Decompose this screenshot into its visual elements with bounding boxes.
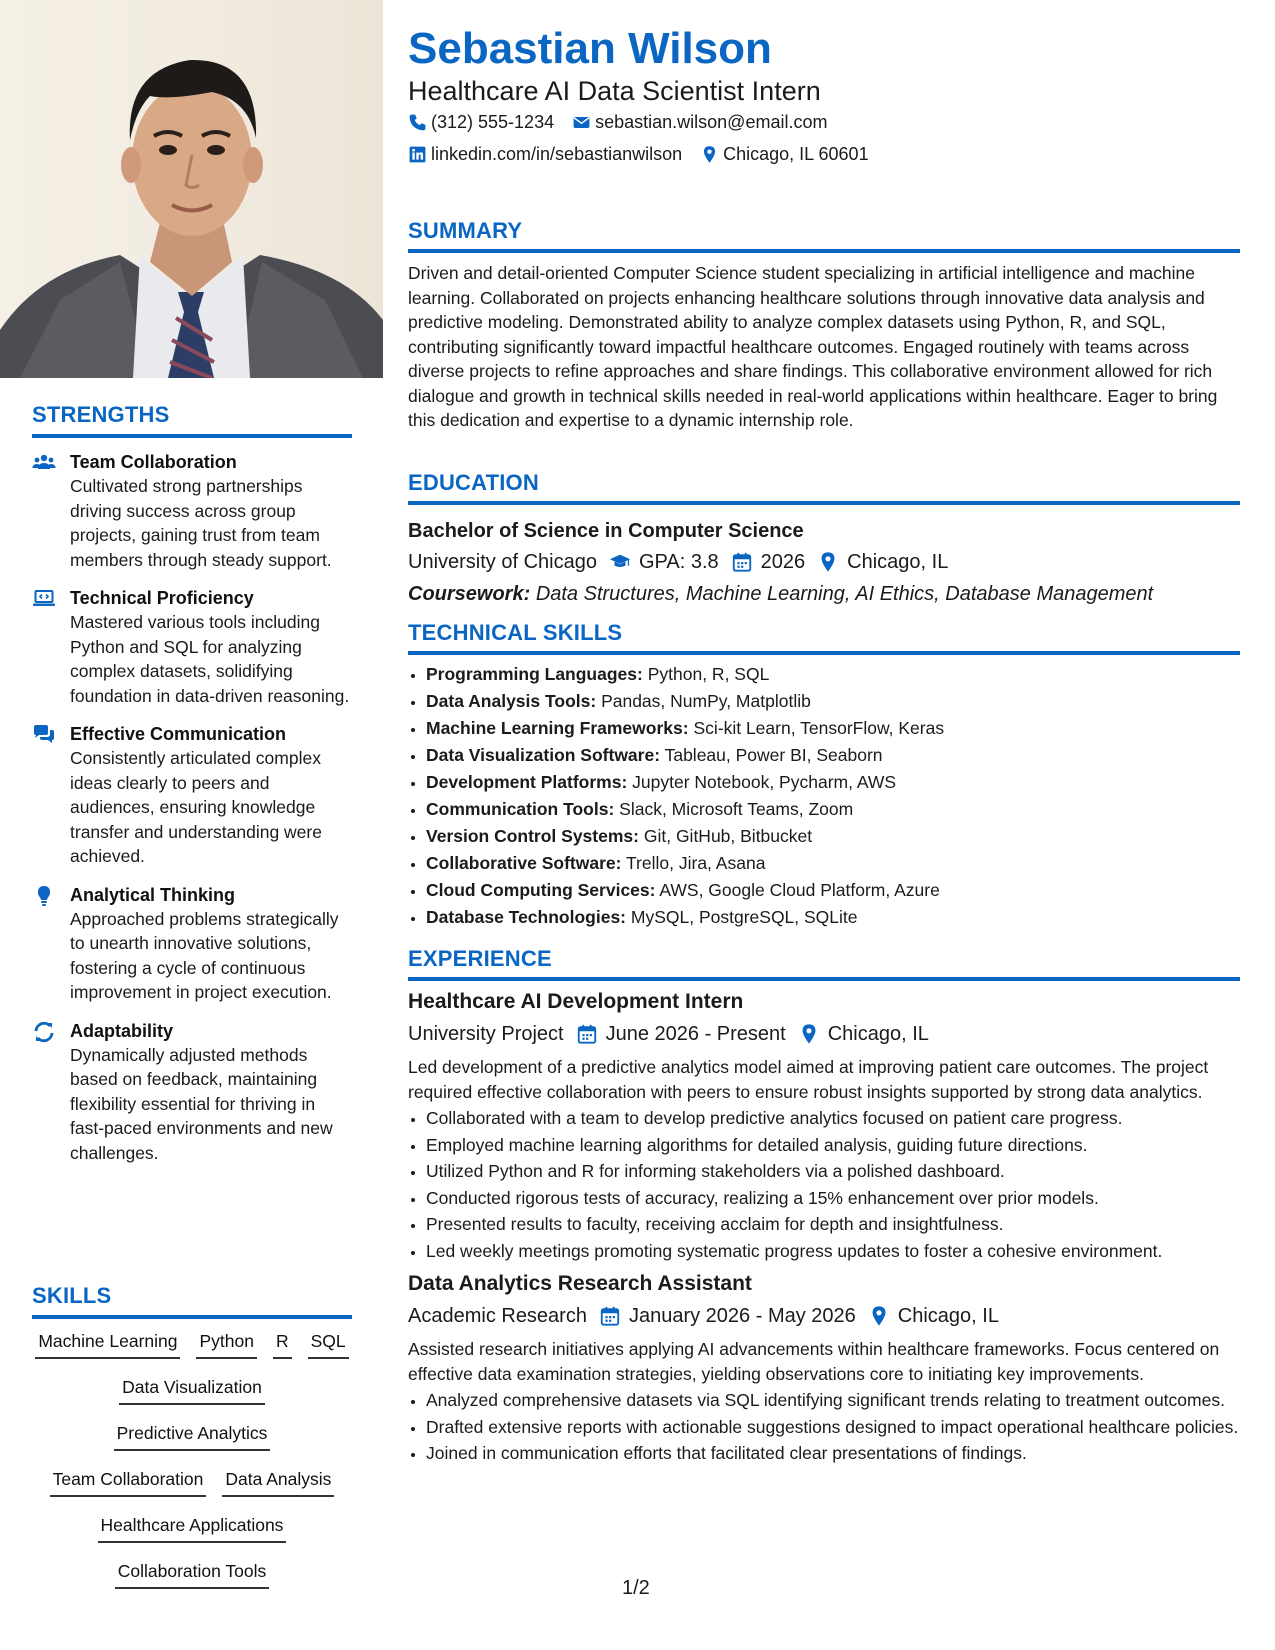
contact-row-2 [408, 144, 869, 165]
education-meta [408, 547, 1240, 577]
education-location: Chicago, IL [847, 551, 949, 573]
skill-tag: SQL [308, 1329, 349, 1359]
job-bullet: • Drafted extensive reports with actionable suggestions designed to impact operational healthcare policies. [426, 1415, 1240, 1440]
strength-title: Team Collaboration [70, 452, 237, 472]
skill-category: Data Analysis Tools: [426, 691, 597, 711]
job-bullet: • Led weekly meetings promoting systematic progress updates to foster a cohesive environment. [426, 1239, 1240, 1264]
strength-description: Approached problems strategically to unearth innovative solutions, fostering a cycle of continuous improvement in project execution. [70, 908, 339, 1002]
skill-values: AWS, Google Cloud Platform, Azure [659, 880, 940, 900]
job-dates: January 2026 - May 2026 [628, 1305, 856, 1327]
job-meta [408, 1019, 1240, 1049]
linkedin-url: linkedin.com/in/sebastianwilson [431, 144, 683, 164]
skill-category: Machine Learning Frameworks: [426, 718, 689, 738]
technical-skill-item [426, 661, 1240, 688]
summary-section [408, 218, 1240, 433]
summary-heading: SUMMARY [408, 218, 1240, 253]
strength-item [32, 450, 352, 572]
page-number: 1/2 [622, 1577, 650, 1599]
location-text: Chicago, IL 60601 [723, 144, 869, 164]
job-description: Assisted research initiatives applying AI advancements within healthcare frameworks. Focus centered on effective data examination strategies, yielding observations core to initiating key improvements. [408, 1339, 1220, 1384]
degree-title: Bachelor of Science in Computer Science [408, 520, 804, 542]
strength-item [32, 586, 352, 708]
job-entry [408, 987, 1240, 1263]
comments-icon [32, 723, 56, 747]
skills-cloud [32, 1329, 352, 1589]
skill-values: Git, GitHub, Bitbucket [643, 826, 813, 846]
strength-item [32, 1019, 352, 1166]
skill-values: MySQL, PostgreSQL, SQLite [630, 907, 858, 927]
skill-category: Data Visualization Software: [426, 745, 661, 765]
skills-section [32, 1283, 352, 1605]
job-bullet: • Collaborated with a team to develop predictive analytics focused on patient care progress. [426, 1106, 1240, 1131]
job-entry [408, 1269, 1240, 1466]
skill-category: Collaborative Software: [426, 853, 622, 873]
skill-values: Pandas, NumPy, Matplotlib [601, 691, 811, 711]
skill-values: Slack, Microsoft Teams, Zoom [619, 799, 854, 819]
skill-values: Tableau, Power BI, Seaborn [664, 745, 883, 765]
skill-category: Database Technologies: [426, 907, 627, 927]
calendar-icon [599, 1305, 621, 1327]
job-location: Chicago, IL [897, 1305, 999, 1327]
job-organization: University Project [408, 1023, 564, 1045]
calendar-icon [576, 1023, 598, 1045]
strength-description: Dynamically adjusted methods based on feedback, maintaining flexibility essential for thriving in fast-paced environments and new challenges. [70, 1044, 333, 1163]
skill-values: Python, R, SQL [647, 664, 770, 684]
coursework-label: Coursework: [408, 583, 531, 605]
linkedin-icon [408, 145, 427, 164]
skill-category: Version Control Systems: [426, 826, 639, 846]
skill-tag: Machine Learning [35, 1329, 180, 1359]
graduation-cap-icon [609, 551, 631, 573]
map-marker-icon [700, 145, 719, 164]
technical-skill-item [426, 796, 1240, 823]
job-meta [408, 1301, 1240, 1331]
job-bullet: • Employed machine learning algorithms for detailed analysis, guiding future directions. [426, 1133, 1240, 1158]
skill-tag: Data Analysis [222, 1467, 334, 1497]
map-marker-icon [798, 1023, 820, 1045]
technical-skill-item [426, 823, 1240, 850]
lightbulb-icon [32, 884, 56, 908]
job-description: Led development of a predictive analytics model aimed at improving patient care outcomes. The project required effective collaboration with peers to ensure robust insights supported by strong data analytics. [408, 1057, 1209, 1102]
technical-skill-item [426, 742, 1240, 769]
email-address: sebastian.wilson@email.com [595, 112, 828, 132]
experience-heading: EXPERIENCE [408, 946, 1240, 981]
portrait-illustration [0, 0, 383, 378]
map-marker-icon [817, 551, 839, 573]
technical-skill-item [426, 850, 1240, 877]
job-bullet: • Analyzed comprehensive datasets via SQL identifying significant trends relating to treatment outcomes. [426, 1388, 1240, 1413]
profile-photo [0, 0, 383, 378]
skill-values: Sci-kit Learn, TensorFlow, Keras [693, 718, 945, 738]
candidate-role: Healthcare AI Data Scientist Intern [408, 76, 821, 106]
job-bullet: • Utilized Python and R for informing stakeholders via a polished dashboard. [426, 1159, 1240, 1184]
job-title: Data Analytics Research Assistant [408, 1272, 752, 1295]
job-bullet: • Conducted rigorous tests of accuracy, realizing a 15% enhancement over prior models. [426, 1186, 1240, 1211]
candidate-name: Sebastian Wilson [408, 24, 772, 73]
strength-title: Adaptability [70, 1020, 174, 1041]
strength-title: Analytical Thinking [70, 884, 236, 905]
strength-description: Mastered various tools including Python and SQL for analyzing complex datasets, solidifying foundation in data-driven reasoning. [70, 612, 350, 706]
skill-tag: Python [196, 1329, 256, 1359]
education-section [408, 470, 1240, 609]
technical-skill-item [426, 877, 1240, 904]
phone-icon [408, 113, 427, 132]
strength-title: Technical Proficiency [70, 588, 254, 608]
sync-icon [32, 1020, 56, 1044]
gpa-value: GPA: 3.8 [638, 551, 719, 573]
job-dates: June 2026 - Present [605, 1023, 786, 1045]
skill-row [32, 1421, 352, 1451]
skill-row [32, 1375, 352, 1405]
linkedin-contact[interactable] [408, 144, 682, 165]
strength-item [32, 883, 352, 1005]
location-contact [700, 144, 868, 165]
email-contact[interactable] [572, 112, 827, 133]
skill-category: Cloud Computing Services: [426, 880, 656, 900]
users-icon [32, 451, 56, 475]
skill-values: Trello, Jira, Asana [626, 853, 766, 873]
summary-text: Driven and detail-oriented Computer Science student specializing in artificial intelligence and machine learning. Collaborated on projects enhancing healthcare solutions through innovative data analysis and predictive modeling. Demonstrated ability to analyze complex datasets using Python, R, and SQL, contributing significantly toward impactful healthcare outcomes. Engaged routinely with teams across diverse projects to refine approaches and share findings. This collaborative environment allowed for rich dialogue and growth in technical skills needed in real-world applications within healthcare. Eager to bring this dedication and expertise to a dynamic internship role. [408, 263, 1218, 430]
job-bullet: • Presented results to faculty, receiving acclaim for depth and insightfulness. [426, 1212, 1240, 1237]
strengths-section [32, 402, 352, 1165]
graduation-year: 2026 [760, 551, 806, 573]
skill-tag: Collaboration Tools [115, 1559, 270, 1589]
coursework-list: Data Structures, Machine Learning, AI Ethics, Database Management [535, 583, 1154, 605]
skills-heading: SKILLS [32, 1283, 352, 1319]
technical-skill-item [426, 688, 1240, 715]
technical-skill-item [426, 769, 1240, 796]
skill-values: Jupyter Notebook, Pycharm, AWS [632, 772, 897, 792]
skill-category: Development Platforms: [426, 772, 628, 792]
laptop-code-icon [32, 587, 56, 611]
skill-tag: Data Visualization [119, 1375, 265, 1405]
job-title: Healthcare AI Development Intern [408, 990, 744, 1013]
strength-description: Cultivated strong partnerships driving success across group projects, gaining trust from team members through steady support. [70, 476, 332, 570]
envelope-icon [572, 113, 591, 132]
strength-item [32, 722, 352, 869]
skill-tag: Predictive Analytics [114, 1421, 271, 1451]
skill-tag: Team Collaboration [50, 1467, 207, 1497]
skill-category: Programming Languages: [426, 664, 643, 684]
contact-row-1 [408, 112, 827, 133]
technical-skills-list [408, 661, 1240, 931]
strengths-heading: STRENGTHS [32, 402, 352, 438]
school-name: University of Chicago [408, 551, 597, 573]
coursework-line [408, 579, 1240, 609]
phone-number: (312) 555-1234 [431, 112, 555, 132]
skill-row [32, 1329, 352, 1359]
skill-tag: R [273, 1329, 292, 1359]
technical-skills-heading: TECHNICAL SKILLS [408, 620, 1240, 655]
calendar-icon [731, 551, 753, 573]
skill-row [32, 1559, 352, 1589]
map-marker-icon [868, 1305, 890, 1327]
technical-skills-section [408, 620, 1240, 931]
strength-title: Effective Communication [70, 724, 287, 744]
education-heading: EDUCATION [408, 470, 1240, 505]
job-bullet: • Joined in communication efforts that facilitated clear presentations of findings. [426, 1441, 1240, 1466]
strength-description: Consistently articulated complex ideas clearly to peers and audiences, ensuring knowledge transfer and understanding were achieved. [70, 748, 322, 866]
skill-row [32, 1513, 352, 1543]
phone-contact[interactable] [408, 112, 554, 133]
job-location: Chicago, IL [827, 1023, 929, 1045]
job-organization: Academic Research [408, 1305, 587, 1327]
job-bullets [408, 1388, 1240, 1466]
skill-row [32, 1467, 352, 1497]
technical-skill-item [426, 904, 1240, 931]
experience-section [408, 946, 1240, 1468]
skill-tag: Healthcare Applications [98, 1513, 287, 1543]
skill-category: Communication Tools: [426, 799, 615, 819]
technical-skill-item [426, 715, 1240, 742]
job-bullets [408, 1106, 1240, 1263]
